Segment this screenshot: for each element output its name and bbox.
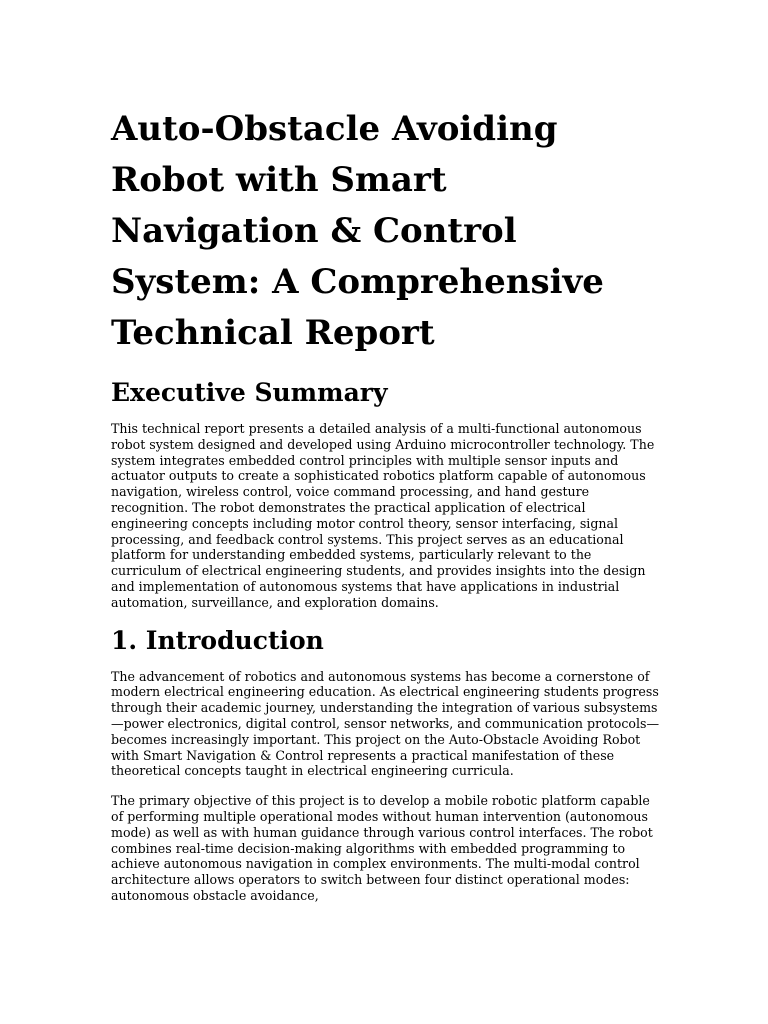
paragraph-introduction-1: The advancement of robotics and autonomous systems has become a cornerstone of modern electrical engineering education. As electrical engineering students progress through their academic journey, understanding the integration of various subsystems—power electronics, digital control, sensor networks, and communication protocols—becomes increasingly important. This project on the Auto-Obstacle Avoiding Robot with Smart Navigation & Control represents a practical manifestation of these theoretical concepts taught in electrical engineering curricula. (111, 668, 660, 779)
document-page (111, 104, 661, 904)
paragraph-executive-summary: This technical report presents a detailed analysis of a multi-functional autonomous robot system designed and developed using Arduino microcontroller technology. The system integrates embedded control principles with multiple sensor inputs and actuator outputs to create a sophisticated robotics platform capable of autonomous navigation, wireless control, voice command processing, and hand gesture recognition. The robot demonstrates the practical application of electrical engineering concepts including motor control theory, sensor interfacing, signal processing, and feedback control systems. This project serves as an educational platform for understanding embedded systems, particularly relevant to the curriculum of electrical engineering students, and provides insights into the design and implementation of autonomous systems that have applications in industrial automation, surveillance, and exploration domains. (111, 421, 655, 610)
section-heading-introduction: 1. Introduction (111, 625, 324, 655)
section-heading-executive-summary: Executive Summary (111, 378, 388, 407)
document-title: Auto-Obstacle Avoiding Robot with Smart Navigation & Control System: A Comprehensive Technical Report (111, 109, 604, 353)
paragraph-introduction-2: The primary objective of this project is to develop a mobile robotic platform capable of performing multiple operational modes without human intervention (autonomous mode) as well as with human guidance through various control interfaces. The robot combines real-time decision-making algorithms with embedded programming to achieve autonomous navigation in complex environments. The multi-modal control architecture allows operators to switch between four distinct operational modes: autonomous obstacle avoidance, (111, 793, 653, 903)
